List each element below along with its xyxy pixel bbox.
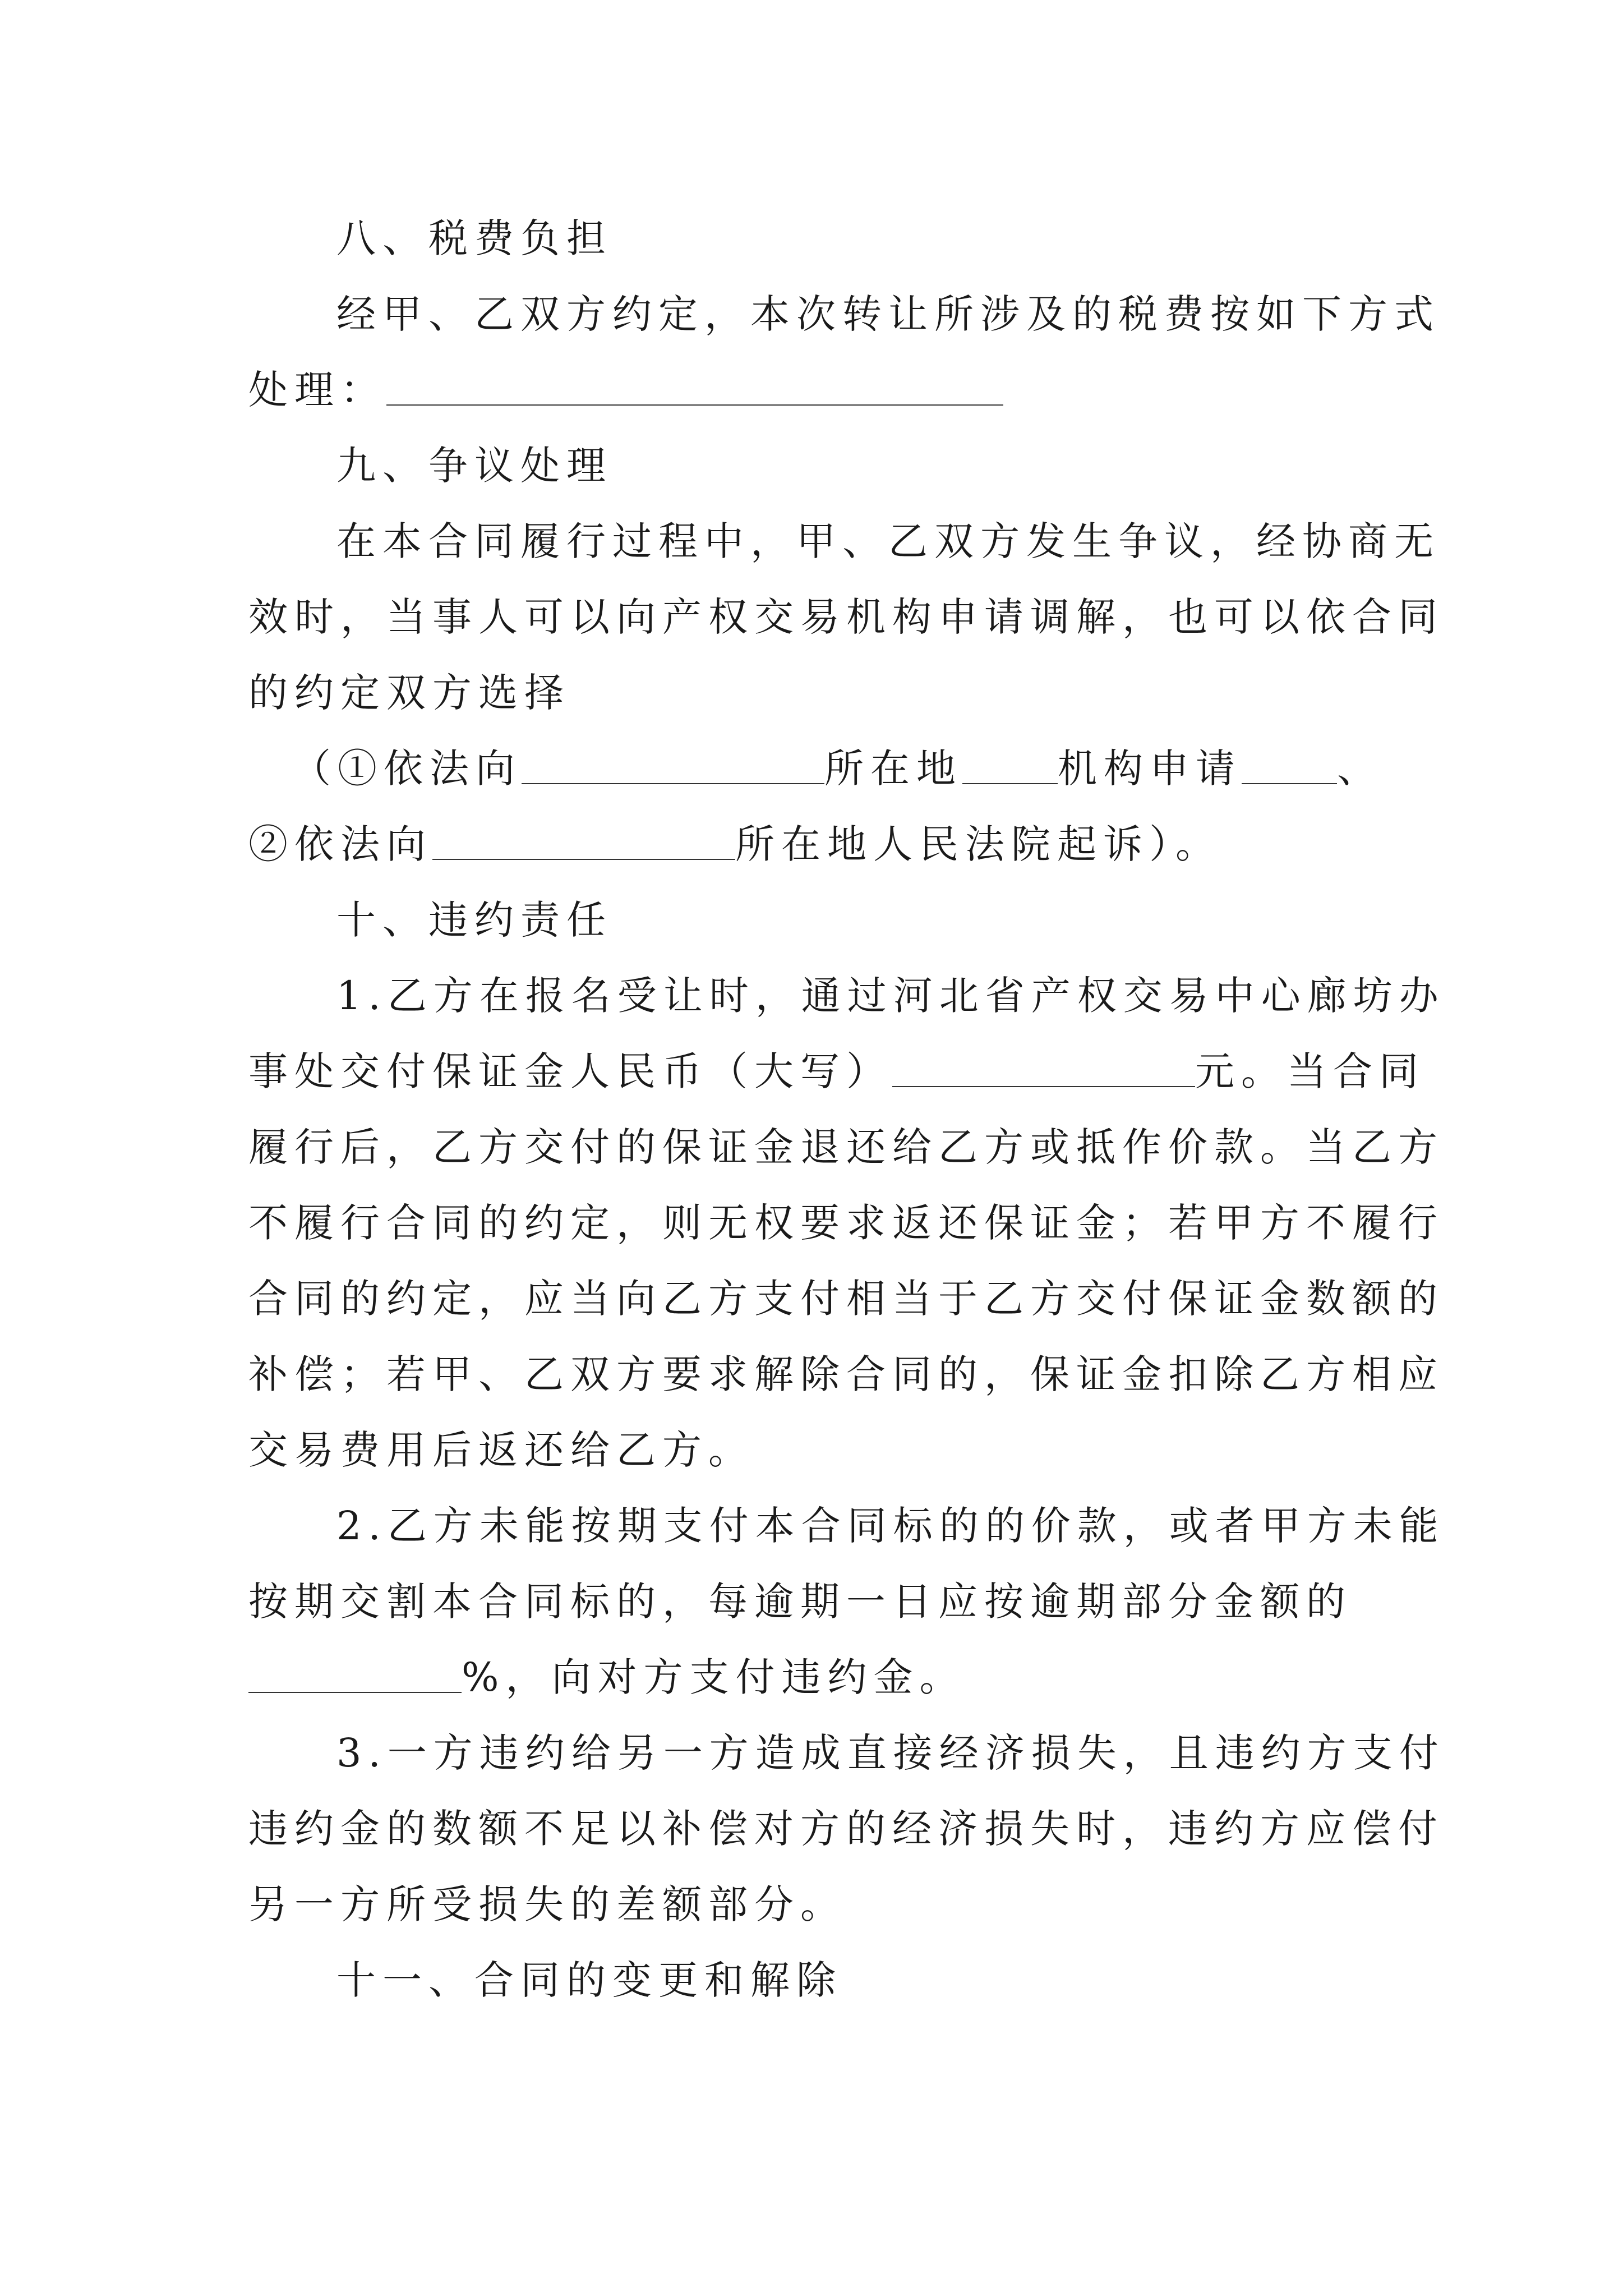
dispute-text-line: 在本合同履行过程中，甲、乙双方发生争议，经协商无 [336,518,1440,564]
heading-liability: 十、违约责任 [336,897,612,943]
liability-clause-1-line: 合同的约定，应当向乙方支付相当于乙方交付保证金数额的 [248,1276,1444,1322]
dispute-option-2: ②依法向 所在地人民法院起诉）。 [248,821,1221,867]
liability-clause-2-line: 2.乙方未能按期支付本合同标的的价款，或者甲方未能 [336,1503,1445,1549]
liability-clause-2-line: %，向对方支付违约金。 [248,1649,966,1705]
tax-blank [386,370,1003,406]
tax-text-line: 经甲、乙双方约定，本次转让所涉及的税费按如下方式 [336,291,1440,337]
heading-tax: 八、税费负担 [336,215,612,261]
liability-clause-3-line: 另一方所受损失的差额部分。 [248,1881,846,1927]
liability-clause-3-line: 3.一方违约给另一方造成直接经济损失，且违约方支付 [336,1730,1445,1776]
blank-penalty-percent [248,1657,462,1693]
dispute-option-1: （①依法向 所在地 机构申请 、 [292,746,1383,792]
liability-clause-2-line: 按期交割本合同标的，每逾期一日应按逾期部分金额的 [248,1579,1352,1625]
liability-clause-3-line: 违约金的数额不足以补偿对方的经济损失时，违约方应偿付 [248,1806,1444,1852]
blank-application [1242,748,1337,784]
liability-clause-1-line: 不履行合同的约定，则无权要求返还保证金；若甲方不履行 [248,1200,1444,1246]
dispute-text-line: 效时，当事人可以向产权交易机构申请调解，也可以依合同 [248,594,1444,640]
heading-dispute: 九、争议处理 [336,443,612,489]
tax-text-line [248,362,1003,418]
blank-deposit-amount [892,1051,1195,1087]
dispute-text-line: 的约定双方选择 [248,670,570,716]
liability-clause-1-line: 补偿；若甲、乙双方要求解除合同的，保证金扣除乙方相应 [248,1351,1444,1397]
blank-court-place [432,824,735,860]
blank-arbitration-place [522,748,824,784]
liability-clause-1-line: 交易费用后返还给乙方。 [248,1427,754,1473]
blank-institution [962,748,1058,784]
tax-label: 处理： [248,367,386,413]
liability-clause-1-line: 履行后，乙方交付的保证金退还给乙方或抵作价款。当乙方 [248,1124,1444,1170]
liability-clause-1-line: 1.乙方在报名受让时，通过河北省产权交易中心廊坊办 [336,973,1445,1019]
heading-contract-modification: 十一、合同的变更和解除 [336,1957,842,2003]
liability-clause-1-line: 事处交付保证金人民币（大写） 元。当合同 [248,1048,1425,1094]
